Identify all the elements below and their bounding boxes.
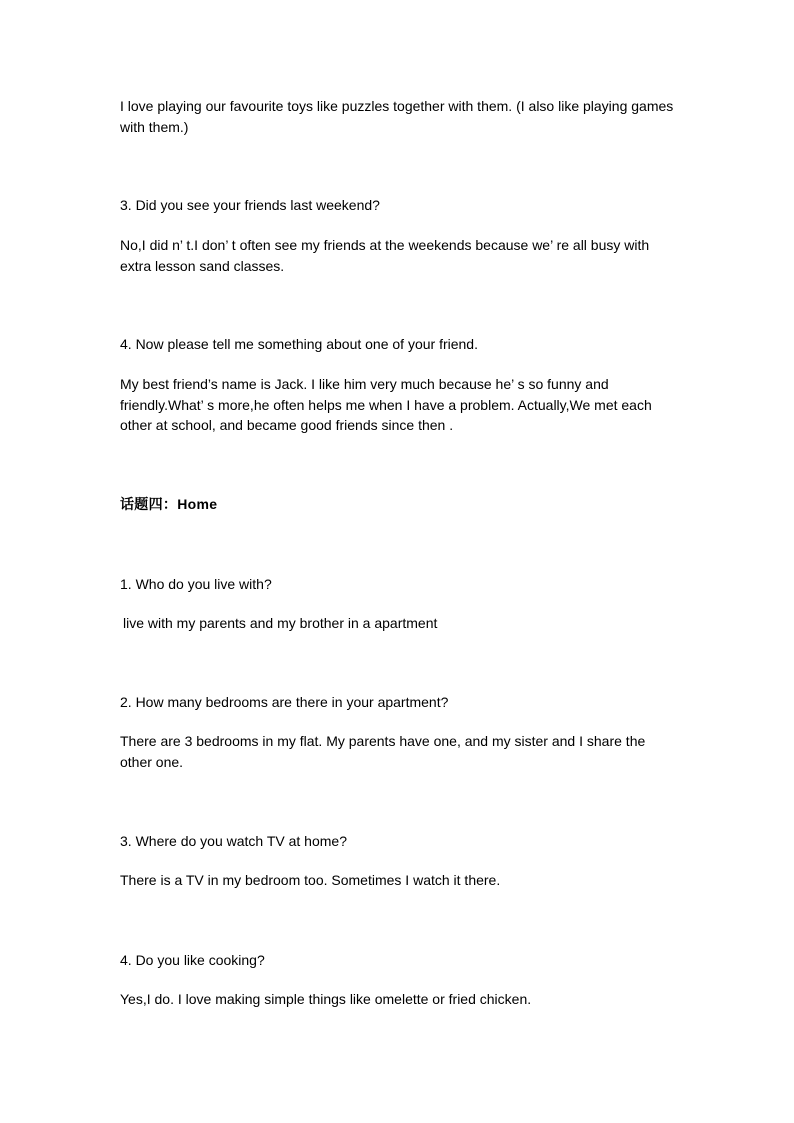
question-3-text: 3. Did you see your friends last weekend? xyxy=(120,197,380,213)
home-answer-3-text: There is a TV in my bedroom too. Sometimes I watch it there. xyxy=(120,872,501,888)
intro-answer-text: I love playing our favourite toys like puzzles together with them. (I also like playing games with them.) xyxy=(120,98,674,135)
home-answer-1-text: live with my parents and my brother in a apartment xyxy=(123,615,438,631)
answer-4-text: My best friend’s name is Jack. I like him very much because he’ s so funny and friendly.What’ s more,he often helps me when I have a problem. Actually,We met each other at school, and became good friends since then . xyxy=(120,376,652,433)
home-question-2-text: 2. How many bedrooms are there in your apartment? xyxy=(120,694,449,710)
answer-3-text: No,I did n’ t.I don’ t often see my friends at the weekends because we’ re all busy with extra lesson sand classes. xyxy=(120,237,650,274)
home-answer-2-text: There are 3 bedrooms in my flat. My parents have one, and my sister and I share the other one. xyxy=(120,733,646,770)
home-question-3-text: 3. Where do you watch TV at home? xyxy=(120,833,347,849)
home-answer-4-text: Yes,I do. I love making simple things like omelette or fried chicken. xyxy=(120,991,532,1007)
home-question-4-text: 4. Do you like cooking? xyxy=(120,952,265,968)
topic-4-heading: 话题四：Home xyxy=(120,496,218,512)
question-4-text: 4. Now please tell me something about one of your friend. xyxy=(120,336,478,352)
home-question-1-text: 1. Who do you live with? xyxy=(120,576,272,592)
